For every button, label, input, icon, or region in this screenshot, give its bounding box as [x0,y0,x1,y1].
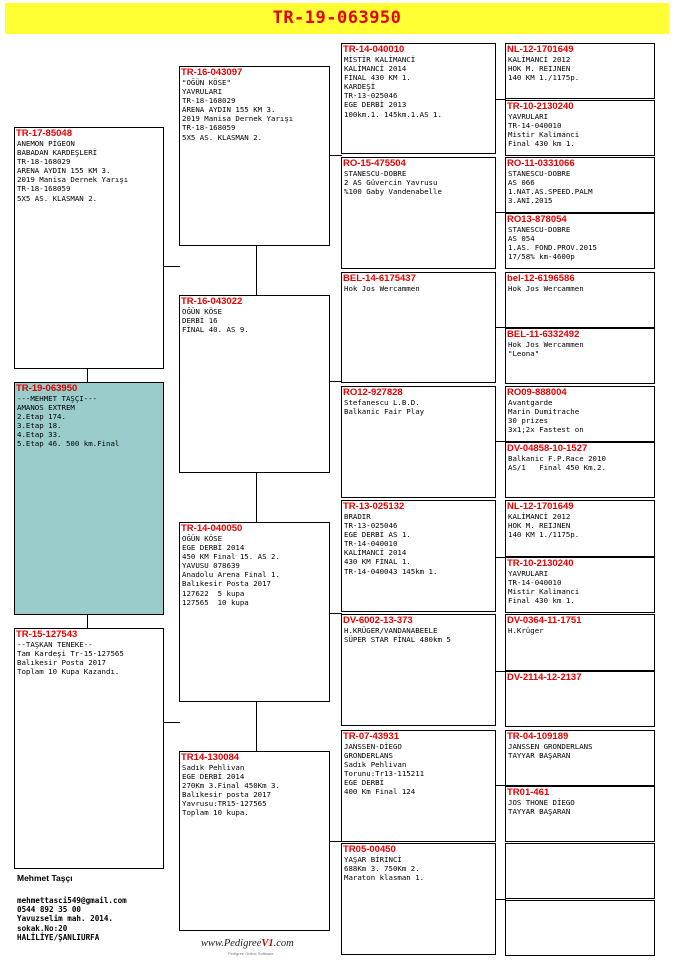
note-line: Mistir Kalimanci [508,587,580,597]
note-line: TAYYAR BAŞARAN [508,751,571,761]
note-line: ANEMON PİGEON [17,139,75,148]
bird-notes [15,640,163,676]
ring-number: TR-13-025132 [343,501,405,512]
note-line: TR-13-025046 [344,521,398,531]
note-line: JANSSEN GRONDERLANS [508,742,593,751]
note-line: 4.Etap 33. [17,430,62,440]
note-line: Marin Dumitrache [508,407,580,417]
note-line: 140 KM 1./1175p. [508,530,580,540]
note-line: BRADIR [344,512,371,521]
note-line: Toplam 10 Kupa Kazandı. [17,667,120,677]
ring-number: NL-12-1701649 [507,501,574,512]
note-line: 2019 Manisa Dernek Yarışı [17,175,129,185]
note-line: JOS THONE DİEGO [508,798,575,807]
note-line: Hok Jos Wercammen [508,284,584,293]
note-line: 2.Etap 174. [17,412,66,422]
gen4-ancestor-box[interactable] [505,730,655,786]
note-line: TR-18-168059 [182,123,236,133]
bird-notes [180,534,329,607]
note-line: GRONDERLANS [344,751,393,761]
note-line: FİNAL 430 KM 1. [344,73,411,83]
note-line: YAŞAR BİRİNCİ [344,855,402,864]
note-line: 430 KM FİNAL 1. [344,557,411,567]
note-line: YAVRULARI [508,112,549,121]
note-line: ---MEHMET TAŞÇI--- [17,394,98,403]
note-line: "Leona" [508,349,540,359]
note-line: HOK M. REIJNEN [508,64,571,74]
connector-line [87,368,88,383]
breeder-contact [17,896,127,942]
bird-notes [506,112,654,148]
note-line: Mistir Kalimanci [508,130,580,140]
ring-number: TR-10-2130240 [507,558,574,569]
ring-number: RO-15-475504 [343,158,406,169]
note-line: STANESCU-DOBRE [508,169,571,178]
logo-suffix: .com [273,938,294,949]
ring-number: TR-14-040010 [343,44,405,55]
bird-notes [506,340,654,358]
gen4-ancestor-box[interactable] [505,328,655,384]
gen4-ancestor-box[interactable] [505,442,655,498]
note-line: %100 Gaby Vandenabelle [344,187,442,197]
grandparent-box[interactable] [179,295,330,473]
bird-notes [342,855,495,882]
note-line: Final 430 km 1. [508,596,575,606]
logo-tagline: Pedigree Online Software [228,951,274,956]
ring-number: DV-0364-11-1751 [507,615,582,626]
note-line: TR-14-040010 [508,578,562,588]
bird-notes [180,307,329,334]
note-line: SÜPER STAR FİNAL 480km 5 [344,635,451,645]
note-line: Sadık Pehlivan [182,763,245,772]
note-line: Hok Jos Wercammen [344,284,420,293]
ring-number: TR01-461 [507,787,550,798]
subject-bird-box[interactable] [14,382,164,615]
note-line: 1.AS. FOND.PROV.2015 [508,243,597,253]
note-line: OĞÜN KÖSE [182,534,223,543]
note-line: STANESCU-DOBRE [508,225,571,234]
note-line: AS/1 Final 450 Km.2. [508,463,606,473]
note-line: YAVRULARI [508,569,549,578]
address-line: sokak.No:20 [17,923,68,933]
note-line: TR-18-168059 [17,184,71,194]
ring-number: TR-14-040050 [181,523,243,534]
note-line: 17/58% km-4600p [508,252,575,262]
grandparent-box[interactable] [179,66,330,246]
ring-number: RO13-878054 [507,214,567,225]
note-line: AMANOS EXTREM [17,403,75,413]
gen4-ancestor-box[interactable] [505,100,655,156]
gen4-ancestor-box[interactable] [505,43,655,99]
note-line: Sadık Pehlivan [344,760,407,770]
gen4-ancestor-box[interactable] [505,386,655,442]
ring-number: DV-2114-12-2137 [507,672,582,683]
grandparent-box[interactable] [179,751,330,931]
note-line: Yavrusu:TR15-127565 [182,799,267,809]
note-line: 688Km 3. 750Km 2. [344,864,420,874]
note-line: EGE DERBİ 2014 [182,543,245,553]
note-line: TR-13-025046 [344,91,398,101]
breeder-email[interactable]: mehmettasci549@gmail.com [17,896,127,905]
bird-notes [342,284,495,293]
ring-number: TR05-00450 [343,844,396,855]
note-line: KARDEŞİ [344,82,376,92]
ring-number: TR14-130084 [181,752,240,763]
note-line: 3x1;2x Fastest on [508,425,584,435]
gen4-ancestor-box[interactable] [505,900,655,956]
great-grandparent-box[interactable] [341,272,496,383]
note-line: OĞÜN KÖSE [182,307,223,316]
note-line: Torunu:Tr13-115211 [344,769,425,779]
ring-number: BEL-14-6175437 [343,273,416,284]
note-line: Avantgarde [508,398,553,407]
note-line: 140 KM 1./1175p. [508,73,580,83]
bird-notes [342,626,495,644]
ring-number: TR-16-043097 [181,67,243,78]
note-line: Maraton klasman 1. [344,873,425,883]
connector-line [256,245,257,296]
bird-notes [506,512,654,539]
gen4-ancestor-box[interactable] [505,500,655,557]
note-line: Balkanic Fair Play [344,407,425,417]
address-line: HALİLİYE/ŞANLIURFA [17,932,100,942]
note-line: YAVRULARI [182,87,223,97]
logo-prefix: www.Pedigree [201,938,262,949]
connector-line [256,701,257,752]
note-line: 5X5 AS. KLASMAN 2. [17,193,98,203]
note-line: TR-18-168029 [182,96,236,106]
note-line: Stefanescu L.B.D. [344,398,420,407]
pedigreev1-logo[interactable] [201,938,294,949]
note-line: EGE DERBİ AS 1. [344,530,411,540]
note-line: KALİMANCİ 2012 [508,512,571,521]
note-line: 100km.1. 145km.1.AS 1. [344,109,442,119]
note-line: H.KRÜGER/VANDANABEELE [344,626,438,635]
note-line: 30 prizes [508,416,549,426]
bird-notes [180,78,329,142]
note-line: JANSSEN-DİEGO [344,742,402,751]
ring-number: TR-19-063950 [16,383,78,394]
breeder-name: Mehmet Taşçı [17,873,73,883]
note-line: 127622 5 kupa [182,588,245,598]
ring-number: TR-10-2130240 [507,101,574,112]
note-line: ARENA AYDIN 155 KM 3. [182,105,276,115]
dam-box[interactable] [14,628,164,869]
ring-number: bel-12-6196586 [507,273,575,284]
breeder-phone: 0544 892 35 00 [17,905,82,915]
connector-line [163,266,180,267]
note-line: TAYYAR BAŞARAN [508,807,571,817]
ring-number: TR-07-43931 [343,731,399,742]
note-line: "OĞÜN KÖSE" [182,78,231,87]
note-line: 270Km 3.Final 450Km 3. [182,781,280,791]
bird-notes [506,569,654,605]
ring-number: DV-04858-10-1527 [507,443,588,454]
connector-line [87,614,88,629]
note-line: FİNAL 40. AS 9. [182,325,249,335]
note-line: KALİMANCİ 2014 [344,548,407,558]
great-grandparent-box[interactable] [341,386,496,498]
bird-notes [342,55,495,119]
bird-notes [506,626,654,635]
connector-line [329,155,342,156]
gen4-ancestor-box[interactable] [505,786,655,842]
note-line: MİSTİR KALİMANCİ [344,55,416,64]
note-line: EGE DERBİ 2013 [344,100,407,110]
grandparent-box[interactable] [179,522,330,702]
pedigree-title: TR-19-063950 [272,8,402,28]
note-line: 400 Km Final 124 [344,787,416,797]
note-line: 5.Etap 46. 500 km.Final [17,439,120,449]
bird-notes [506,284,654,293]
note-line: 5X5 AS. KLASMAN 2. [182,132,263,142]
note-line: TR-14-040010 [508,121,562,131]
note-line: ARENA AYDIN 155 KM 3. [17,166,111,176]
note-line: 2 AS Güvercin Yavrusu [344,178,438,188]
note-line: AS 066 [508,178,535,188]
bird-notes [342,169,495,196]
gen4-ancestor-box[interactable] [505,157,655,213]
note-line: EGE DERBİ [344,778,385,788]
note-line: Anadolu Arena Final 1. [182,570,280,580]
great-grandparent-box[interactable] [341,730,496,842]
ring-number: BEL-11-6332492 [507,329,580,340]
note-line: Balkanic F.P.Race 2010 [508,454,606,463]
note-line: Final 430 km 1. [508,139,575,149]
note-line: Tam Kardeşi Tr-15-127565 [17,649,124,659]
bird-notes [342,742,495,797]
bird-notes [180,763,329,818]
connector-line [163,722,180,723]
note-line: TR-18-168029 [17,157,71,167]
note-line: STANESCU-DOBRE [344,169,407,178]
bird-notes [15,139,163,203]
gen4-ancestor-box[interactable] [505,557,655,613]
bird-notes [506,169,654,205]
ring-number: TR-04-109189 [507,731,569,742]
bird-notes [506,798,654,816]
bird-notes [506,742,654,760]
gen4-ancestor-box[interactable] [505,843,655,899]
note-line: 127565 10 kupa [182,597,249,607]
note-line: Balıkesir Posta 2017 [182,579,271,589]
note-line: TR-14-040043 145km 1. [344,566,438,576]
bird-notes [506,398,654,434]
note-line: 1.NAT.AS.SPEED.PALM [508,187,593,197]
gen4-ancestor-box[interactable] [505,671,655,727]
bird-notes [342,398,495,416]
note-line: BABADAN KARDEŞLERİ [17,148,98,158]
note-line: Hok Jos Wercammen [508,340,584,349]
bird-notes [506,225,654,261]
bird-notes [342,512,495,576]
note-line: EGE DERBİ 2014 [182,772,245,782]
note-line: 3.Etap 18. [17,421,62,431]
bird-notes [506,55,654,82]
ring-number: RO-11-0331066 [507,158,575,169]
ring-number: NL-12-1701649 [507,44,574,55]
great-grandparent-box[interactable] [341,500,496,612]
ring-number: RO09-888004 [507,387,567,398]
note-line: TR-14-040010 [344,539,398,549]
gen4-ancestor-box[interactable] [505,213,655,269]
address-line: Yavuzselim mah. 2014. [17,914,114,924]
ring-number: TR-17-85048 [16,128,72,139]
note-line: YAVUSU 078639 [182,561,240,571]
great-grandparent-box[interactable] [341,843,496,955]
ring-number: RO12-927828 [343,387,403,398]
ring-number: DV-6002-13-373 [343,615,413,626]
note-line: H.Krüger [508,626,544,635]
great-grandparent-box[interactable] [341,43,496,154]
note-line: 2019 Manisa Dernek Yarışı [182,114,294,124]
bird-notes [15,394,163,449]
note-line: DERBİ 16 [182,316,218,326]
great-grandparent-box[interactable] [341,157,496,269]
great-grandparent-box[interactable] [341,614,496,726]
sire-box[interactable] [14,127,164,369]
bird-notes [506,454,654,472]
note-line: 3.ANİ.2015 [508,196,553,206]
connector-line [256,472,257,523]
gen4-ancestor-box[interactable] [505,614,655,671]
gen4-ancestor-box[interactable] [505,272,655,328]
note-line: Toplam 10 kupa. [182,808,249,818]
note-line: Balıkesir posta 2017 [182,790,271,800]
logo-mark: V1 [261,938,274,949]
note-line: KALİMANCİ 2012 [508,55,571,64]
note-line: AS 054 [508,234,535,244]
note-line: Balıkesir Posta 2017 [17,658,106,668]
note-line: KALİMANCİ 2014 [344,64,407,74]
ring-number: TR-15-127543 [16,629,78,640]
note-line: HOK M. REIJNEN [508,521,571,531]
ring-number: TR-16-043022 [181,296,243,307]
note-line: --TAŞKAN TENEKE-- [17,640,93,649]
note-line: 450 KM Final 15. AS 2. [182,552,280,562]
title-banner [5,3,669,34]
